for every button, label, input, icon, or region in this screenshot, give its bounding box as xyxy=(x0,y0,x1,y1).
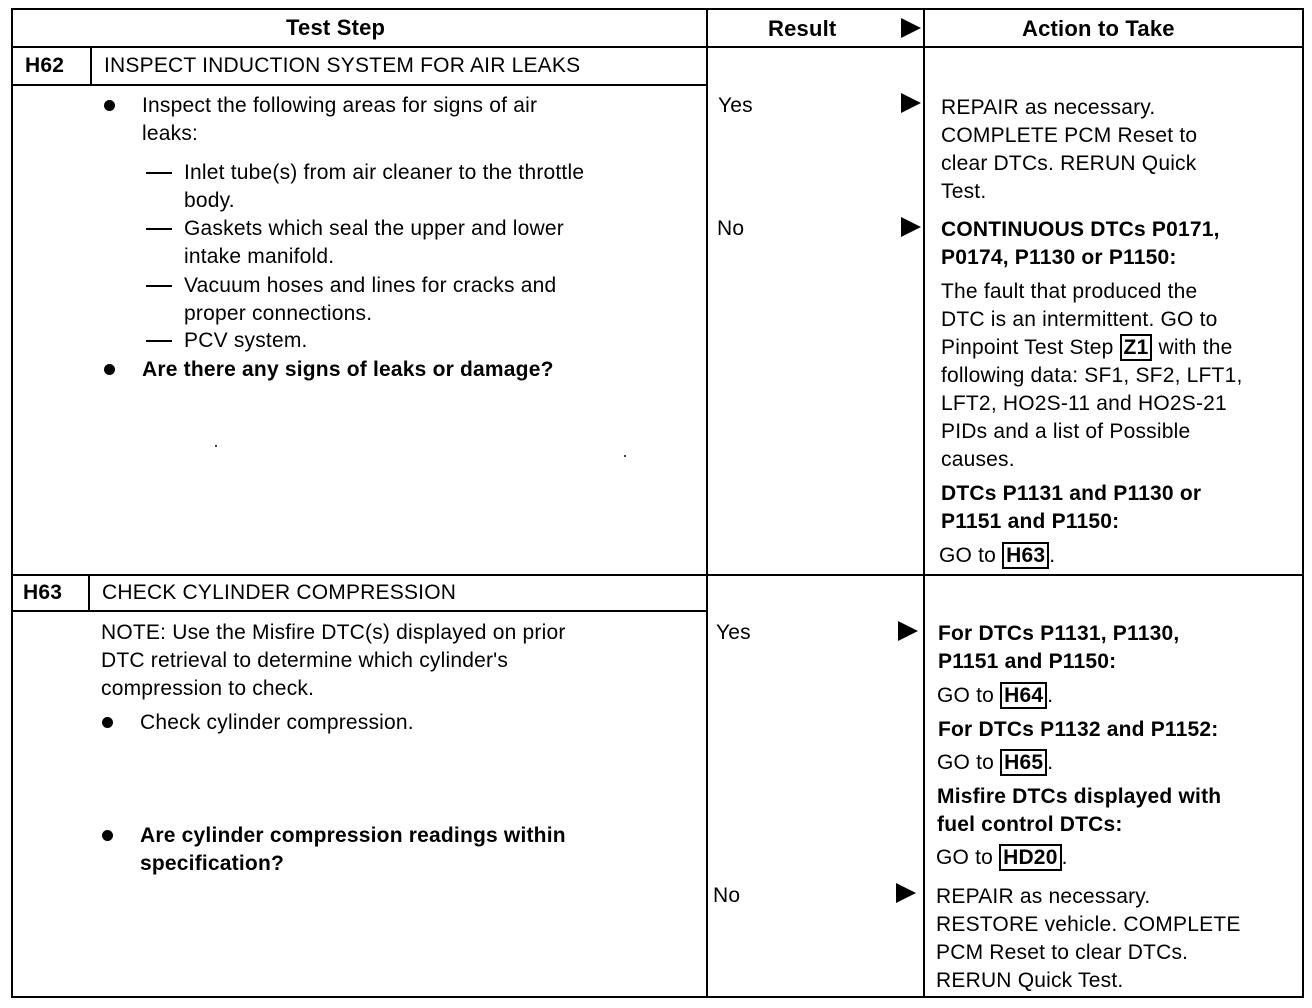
column-divider-result xyxy=(706,8,708,998)
h62-no-text-3 xyxy=(941,334,1233,362)
h62-no-text-7: causes. xyxy=(941,448,1015,471)
h62-no-text-4: following data: SF1, SF2, LFT1, xyxy=(941,364,1243,387)
h62-no-heading-2: P0174, P1130 or P1150: xyxy=(941,246,1177,269)
h63-yes-goto-2-label: GO to xyxy=(937,751,995,774)
h62-no-text-6: PIDs and a list of Possible xyxy=(941,420,1191,443)
step-link-hd20[interactable]: HD20 xyxy=(999,844,1062,871)
table-border-right xyxy=(1302,8,1304,998)
h63-result-no: No xyxy=(713,884,741,907)
header-result: Result xyxy=(768,16,837,41)
h62-sub-3-cont: proper connections. xyxy=(184,302,373,325)
dash-icon xyxy=(146,228,172,230)
h62-no-text-1: The fault that produced the xyxy=(941,280,1198,303)
h63-yes-heading-4: Misfire DTCs displayed with xyxy=(937,785,1222,808)
h63-step-id: H63 xyxy=(23,581,63,604)
bullet-icon xyxy=(102,717,113,728)
h62-yes-action-1: REPAIR as necessary. xyxy=(941,96,1156,119)
h62-id-divider xyxy=(90,46,92,86)
bullet-icon xyxy=(102,830,113,841)
result-arrow-icon xyxy=(901,93,921,113)
h63-no-action-4: RERUN Quick Test. xyxy=(936,969,1124,992)
h63-question-2: specification? xyxy=(140,852,284,875)
header-test-step: Test Step xyxy=(286,15,386,40)
h63-yes-goto-3-label: GO to xyxy=(936,846,994,869)
h63-note-3: compression to check. xyxy=(101,677,315,700)
step-link-z1[interactable]: Z1 xyxy=(1120,334,1153,361)
h63-title-underline xyxy=(11,610,706,612)
result-arrow-icon xyxy=(898,621,918,641)
h63-no-action-2: RESTORE vehicle. COMPLETE xyxy=(936,913,1241,936)
h63-yes-heading-5: fuel control DTCs: xyxy=(937,813,1123,836)
h63-yes-heading-2: P1151 and P1150: xyxy=(938,650,1117,673)
h63-no-action-3: PCM Reset to clear DTCs. xyxy=(936,941,1189,964)
h63-no-action-1: REPAIR as necessary. xyxy=(936,885,1151,908)
h63-yes-heading-3: For DTCs P1132 and P1152: xyxy=(938,718,1219,741)
h62-no-heading-3: DTCs P1131 and P1130 or xyxy=(941,482,1202,505)
column-divider-action xyxy=(923,8,925,998)
h63-result-yes: Yes xyxy=(716,621,751,644)
h62-bullet-1: Inspect the following areas for signs of air xyxy=(142,94,538,117)
h62-step-id: H62 xyxy=(25,54,65,77)
h62-step-title: INSPECT INDUCTION SYSTEM FOR AIR LEAKS xyxy=(104,54,581,77)
h63-yes-goto-1-label: GO to xyxy=(937,684,995,707)
h62-no-heading-1: CONTINUOUS DTCs P0171, xyxy=(941,218,1220,241)
h62-no-text-5: LFT2, HO2S-11 and HO2S-21 xyxy=(941,392,1227,415)
h62-sub-3: Vacuum hoses and lines for cracks and xyxy=(184,274,557,297)
h62-yes-action-3: clear DTCs. RERUN Quick xyxy=(941,152,1197,175)
h63-note-2: DTC retrieval to determine which cylinder's xyxy=(101,649,509,672)
h62-title-underline xyxy=(11,84,706,86)
h63-yes-goto-3: GO to HD20 . xyxy=(936,846,1068,869)
h62-yes-action-2: COMPLETE PCM Reset to xyxy=(941,124,1198,147)
h62-no-text-3b: with the xyxy=(1158,336,1233,359)
h62-no-text-2: DTC is an intermittent. GO to xyxy=(941,308,1218,331)
header-action: Action to Take xyxy=(1022,16,1175,41)
h62-no-goto: GO to H63 . xyxy=(939,544,1056,567)
header-divider xyxy=(11,46,1304,48)
table-border-left xyxy=(11,8,13,998)
h62-sub-4: PCV system. xyxy=(184,329,308,352)
h63-yes-goto-2: GO to H65 . xyxy=(937,751,1054,774)
h63-step-title: CHECK CYLINDER COMPRESSION xyxy=(102,581,457,604)
h63-yes-goto-1: GO to H64 . xyxy=(937,684,1054,707)
bullet-icon xyxy=(104,100,115,111)
h62-bullet-1-cont: leaks: xyxy=(142,122,199,145)
step-link-h65[interactable]: H65 xyxy=(1000,749,1047,776)
header-arrow-icon xyxy=(901,18,921,38)
h62-no-text-3a: Pinpoint Test Step xyxy=(941,336,1114,359)
table-border-bottom xyxy=(11,996,1304,998)
result-arrow-icon xyxy=(896,883,916,903)
scan-speck xyxy=(624,455,626,457)
h63-note-1: NOTE: Use the Misfire DTC(s) displayed on prior xyxy=(101,621,566,644)
h62-sub-1-cont: body. xyxy=(184,189,235,212)
h62-sub-1: Inlet tube(s) from air cleaner to the throttle xyxy=(184,161,585,184)
step-link-h63[interactable]: H63 xyxy=(1002,542,1049,569)
result-arrow-icon xyxy=(901,217,921,237)
dash-icon xyxy=(146,340,172,342)
section-divider xyxy=(11,574,1304,576)
step-link-h64[interactable]: H64 xyxy=(1000,682,1047,709)
dash-icon xyxy=(146,172,172,174)
h62-no-heading-4: P1151 and P1150: xyxy=(941,510,1120,533)
h63-bullet-1: Check cylinder compression. xyxy=(140,711,414,734)
h62-no-goto-label: GO to xyxy=(939,544,997,567)
h63-question-1: Are cylinder compression readings within xyxy=(140,824,566,847)
dash-icon xyxy=(146,285,172,287)
bullet-icon xyxy=(104,364,115,375)
h62-question: Are there any signs of leaks or damage? xyxy=(142,358,554,381)
h62-result-yes: Yes xyxy=(718,94,753,117)
h62-result-no: No xyxy=(717,217,745,240)
h63-id-divider xyxy=(88,574,90,612)
h63-yes-heading-1: For DTCs P1131, P1130, xyxy=(938,622,1180,645)
scan-speck xyxy=(215,445,217,447)
h62-sub-2: Gaskets which seal the upper and lower xyxy=(184,217,564,240)
table-border-top xyxy=(11,8,1304,10)
h62-sub-2-cont: intake manifold. xyxy=(184,245,335,268)
h62-yes-action-4: Test. xyxy=(941,180,987,203)
